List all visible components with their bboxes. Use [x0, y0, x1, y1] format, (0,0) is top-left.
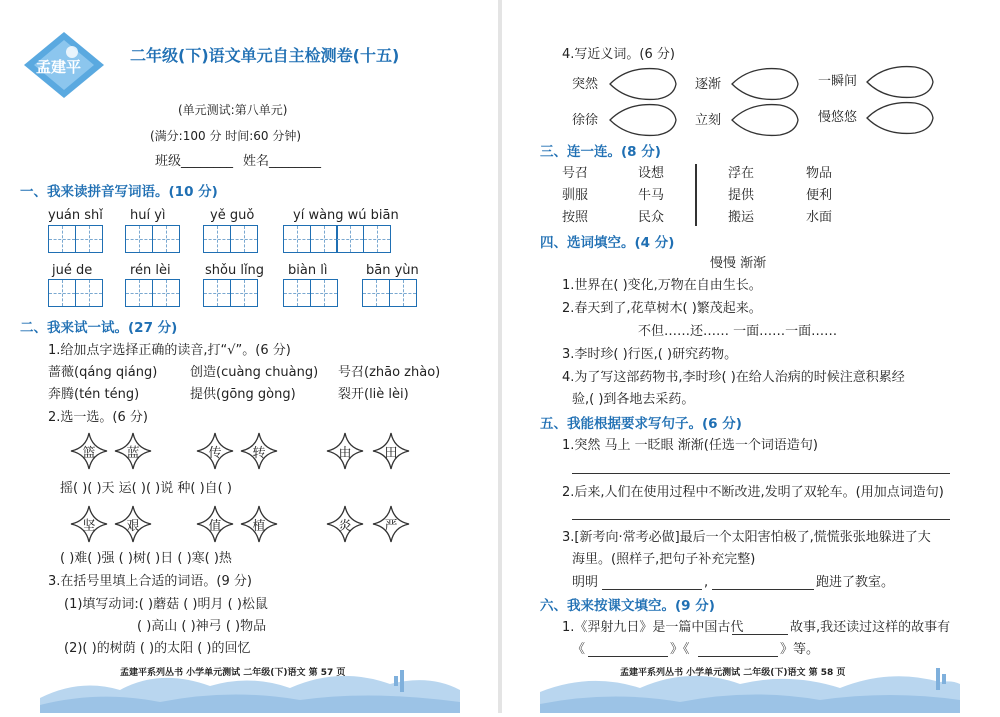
q2-1-item-1[interactable]: 蔷薇(qáng qiáng) [48, 365, 158, 380]
char-diamond: 篮 [70, 432, 108, 470]
answer-line[interactable] [588, 655, 668, 657]
writing-box-1[interactable] [48, 225, 101, 253]
q2-3-row3[interactable]: (2)( )的树荫 ( )的太阳 ( )的回忆 [64, 641, 251, 656]
answer-line[interactable] [572, 518, 950, 520]
answer-line[interactable] [712, 588, 814, 590]
q2-3-prompt: 3.在括号里填上合适的词语。(9 分) [48, 574, 252, 589]
pinyin-8: biàn lì [288, 263, 328, 278]
q2-1-item-4[interactable]: 奔腾(tén téng) [48, 387, 140, 402]
synonym-word-2: 逐渐 [695, 77, 722, 92]
synonym-word-6: 慢悠悠 [818, 110, 858, 125]
match-right-a-3[interactable]: 搬运 [728, 210, 755, 225]
writing-box-9[interactable] [362, 279, 415, 307]
char-diamond: 田 [372, 432, 410, 470]
q2-3-row2[interactable]: ( )高山 ( )神弓 ( )物品 [137, 619, 267, 634]
pinyin-6: rén lèi [130, 263, 171, 278]
class-field[interactable]: 班级________ [155, 154, 234, 169]
subtitle: (单元测试:第八单元) [178, 103, 288, 117]
page-footer: 孟建平系列丛书 小学单元测试 二年级(下)语文 第 58 页 [620, 668, 846, 678]
section-4-heading: 四、选词填空。(4 分) [540, 235, 675, 251]
sentence-q2: 2.后来,人们在使用过程中不断改进,发明了双轮车。(用加点词造句) [562, 485, 944, 500]
synonym-heading: 4.写近义词。(6 分) [562, 47, 675, 62]
q2-1-prompt: 1.给加点字选择正确的读音,打“√”。(6 分) [48, 343, 291, 358]
pinyin-3: yě guǒ [210, 208, 255, 223]
match-right-b-1[interactable]: 物品 [806, 166, 833, 181]
section-6-heading: 六、我来按课文填空。(9 分) [540, 598, 715, 614]
text-fill-q1-open: 《 [572, 642, 586, 657]
pinyin-4: yí wàng wú biān [293, 208, 399, 223]
q2-2-prompt: 2.选一选。(6 分) [48, 410, 148, 425]
pinyin-2: huí yì [130, 208, 166, 223]
match-left-a-2[interactable]: 驯服 [562, 188, 589, 203]
pinyin-7: shǒu lǐng [205, 263, 265, 278]
name-field[interactable]: 姓名________ [243, 154, 322, 169]
word-choices-2: 不但……还…… 一面……一面…… [638, 324, 838, 339]
match-right-b-2[interactable]: 便利 [806, 188, 833, 203]
char-diamond: 转 [240, 432, 278, 470]
answer-line[interactable] [732, 633, 788, 635]
q2-2-row2-blanks[interactable]: ( )难( )强 ( )树( )日 ( )寒( )热 [60, 551, 232, 566]
section-5-heading: 五、我能根据要求写句子。(6 分) [540, 416, 742, 432]
writing-box-5[interactable] [48, 279, 101, 307]
leaf-answer-box[interactable] [865, 64, 935, 104]
leaf-answer-box[interactable] [608, 102, 678, 142]
match-left-b-1[interactable]: 设想 [638, 166, 665, 181]
leaf-answer-box[interactable] [608, 66, 678, 106]
sentence-q1: 1.突然 马上 一眨眼 渐渐(任选一个词语造句) [562, 438, 818, 453]
answer-line[interactable] [602, 588, 702, 590]
char-diamond: 蓝 [114, 432, 152, 470]
text-fill-q1-part2: 故事,我还读过这样的故事有 [790, 620, 951, 635]
q2-2-row1-blanks[interactable]: 摇( )( )天 运( )( )说 种( )自( ) [60, 481, 232, 496]
synonym-word-4: 徐徐 [572, 113, 599, 128]
page-footer: 孟建平系列丛书 小学单元测试 二年级(下)语文 第 57 页 [120, 668, 346, 678]
match-left-b-2[interactable]: 牛马 [638, 188, 665, 203]
match-right-b-3[interactable]: 水面 [806, 210, 833, 225]
match-right-a-2[interactable]: 提供 [728, 188, 755, 203]
sentence-q3-line1: 3.[新考向·常考必做]最后一个太阳害怕极了,慌慌张张地躲进了大 [562, 530, 931, 545]
left-page [0, 0, 500, 713]
section-1-heading: 一、我来读拼音写词语。(10 分) [20, 184, 218, 200]
logo-icon [22, 30, 106, 100]
fill-q3[interactable]: 3.李时珍( )行医,( )研究药物。 [562, 347, 738, 362]
text-fill-q1-close: 》等。 [780, 642, 820, 657]
match-right-a-1[interactable]: 浮在 [728, 166, 755, 181]
char-diamond: 艰 [114, 505, 152, 543]
writing-box-2[interactable] [125, 225, 178, 253]
char-diamond: 炎 [326, 505, 364, 543]
writing-box-7[interactable] [203, 279, 256, 307]
sentence-q3-line2: 海里。(照样子,把句子补充完整) [572, 552, 756, 567]
fill-q4-line2[interactable]: 验,( )到各地去采药。 [572, 392, 695, 407]
fill-q2[interactable]: 2.春天到了,花草树木( )繁茂起来。 [562, 301, 762, 316]
char-diamond: 植 [240, 505, 278, 543]
match-divider [695, 164, 697, 226]
char-diamond: 由 [326, 432, 364, 470]
char-diamond: 传 [196, 432, 234, 470]
pinyin-5: jué de [52, 263, 93, 278]
text-fill-q1-mid: 》《 [670, 642, 690, 657]
q2-1-item-2[interactable]: 创造(cuàng chuàng) [190, 365, 319, 380]
section-3-heading: 三、连一连。(8 分) [540, 144, 661, 160]
logo-text: 孟建平 [36, 58, 82, 76]
q2-1-item-3[interactable]: 号召(zhāo zhào) [338, 365, 441, 380]
fill-q4-line1[interactable]: 4.为了写这部药物书,李时珍( )在给人治病的时候注意积累经 [562, 370, 905, 385]
match-left-b-3[interactable]: 民众 [638, 210, 665, 225]
sentence-q3-lead: 明明 [572, 575, 599, 590]
page-title: 二年级(下)语文单元自主检测卷(十五) [130, 46, 400, 65]
pinyin-9: bān yùn [366, 263, 419, 278]
answer-line[interactable] [572, 472, 950, 474]
sentence-q3-tail: 跑进了教室。 [816, 575, 895, 590]
fill-q1[interactable]: 1.世界在( )变化,万物在自由生长。 [562, 278, 762, 293]
synonym-word-1: 突然 [572, 77, 599, 92]
pinyin-1: yuán shǐ [48, 208, 103, 223]
q2-3-row1[interactable]: (1)填写动词:( )蘑菇 ( )明月 ( )松鼠 [64, 597, 268, 612]
char-diamond: 值 [196, 505, 234, 543]
section-2-heading: 二、我来试一试。(27 分) [20, 320, 178, 336]
text-fill-q1-part1: 1.《羿射九日》是一篇中国古代 [562, 620, 744, 635]
writing-box-4[interactable] [283, 225, 389, 253]
q2-1-item-6[interactable]: 裂开(liè lèi) [338, 387, 409, 402]
match-left-a-1[interactable]: 号召 [562, 166, 589, 181]
char-diamond: 严 [372, 505, 410, 543]
match-left-a-3[interactable]: 按照 [562, 210, 589, 225]
char-diamond: 坚 [70, 505, 108, 543]
leaf-answer-box[interactable] [730, 102, 800, 142]
word-choices-1: 慢慢 渐渐 [710, 256, 767, 271]
synonym-word-3: 一瞬间 [818, 74, 858, 89]
answer-line[interactable] [698, 655, 778, 657]
exam-meta: (满分:100 分 时间:60 分钟) [150, 129, 302, 143]
q2-1-item-5[interactable]: 提供(gōng gòng) [190, 387, 296, 402]
synonym-word-5: 立刻 [695, 113, 722, 128]
writing-box-3[interactable] [203, 225, 256, 253]
writing-box-8[interactable] [283, 279, 336, 307]
writing-box-6[interactable] [125, 279, 178, 307]
sentence-q3-comma: , [704, 575, 709, 590]
leaf-answer-box[interactable] [865, 100, 935, 140]
leaf-answer-box[interactable] [730, 66, 800, 106]
right-page [500, 0, 1000, 713]
